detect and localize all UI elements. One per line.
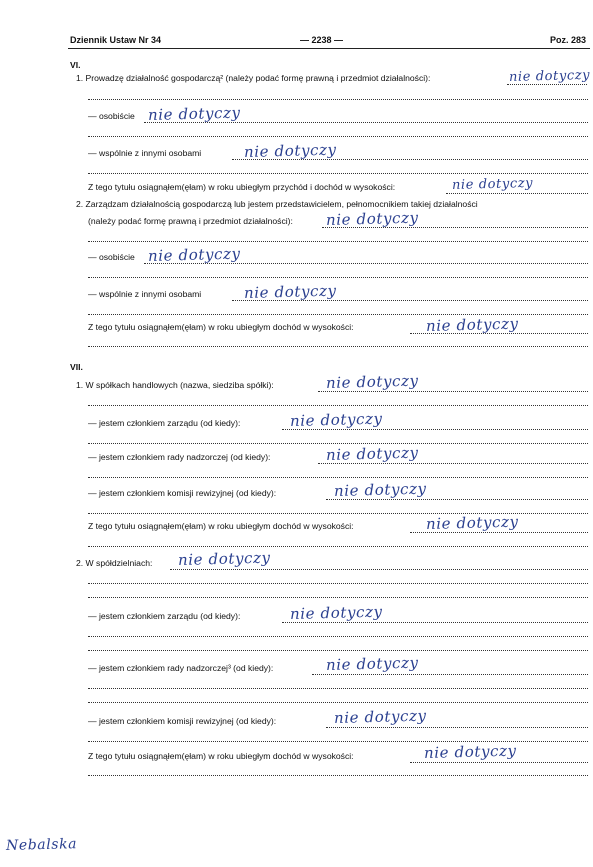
handwritten-answer: nie dotyczy	[425, 314, 519, 335]
section-vi-title: VI.	[70, 60, 81, 70]
answer-line	[312, 674, 588, 675]
handwritten-answer: nie dotyczy	[325, 653, 419, 674]
answer-line	[88, 546, 588, 547]
answer-line	[88, 583, 588, 584]
handwritten-answer: nie dotyczy	[147, 103, 241, 124]
vii-board2-label: — jestem członkiem zarządu (od kiedy):	[88, 611, 241, 621]
vii-q1-label: 1. W spółkach handlowych (nazwa, siedziba spółki):	[76, 380, 274, 390]
header-rule	[68, 48, 590, 49]
vii-supervisory-label: — jestem członkiem rady nadzorczej (od kiedy):	[88, 452, 271, 462]
answer-line	[88, 775, 588, 776]
vii-audit2-label: — jestem członkiem komisji rewizyjnej (od kiedy):	[88, 716, 277, 726]
handwritten-answer: nie dotyczy	[147, 244, 241, 265]
answer-line	[88, 443, 588, 444]
handwritten-answer: nie dotyczy	[425, 512, 519, 533]
answer-line	[88, 597, 588, 598]
answer-line	[282, 429, 588, 430]
answer-line	[88, 173, 588, 174]
answer-line	[88, 346, 588, 347]
handwritten-answer: nie dotyczy	[333, 479, 427, 500]
answer-line	[282, 622, 588, 623]
answer-line	[88, 650, 588, 651]
vi-q2-joint-label: — wspólnie z innymi osobami	[88, 289, 202, 299]
vii-q2-label: 2. W spółdzielniach:	[76, 558, 153, 568]
vi-q1-label: 1. Prowadzę działalność gospodarczą² (należy podać formę prawną i przedmiot działalności):	[76, 73, 431, 83]
handwritten-answer: nie dotyczy	[243, 140, 337, 161]
answer-line	[88, 136, 588, 137]
handwritten-answer: nie dotyczy	[325, 371, 419, 392]
section-vii-title: VII.	[70, 362, 83, 372]
handwritten-answer: nie dotyczy	[423, 741, 517, 762]
vi-q2-label-2: (należy podać formę prawną i przedmiot działalności):	[88, 216, 293, 226]
vii-supervisory2-label: — jestem członkiem rady nadzorczej³ (od kiedy):	[88, 663, 274, 673]
vi-q2-personal-label: — osobiście	[88, 252, 135, 262]
answer-line	[88, 477, 588, 478]
vi-q1-personal-label: — osobiście	[88, 111, 135, 121]
handwritten-answer: nie dotyczy	[289, 602, 383, 623]
vii-income2-label: Z tego tytułu osiągnąłem(ęłam) w roku ubiegłym dochód w wysokości:	[88, 751, 354, 761]
answer-line	[88, 277, 588, 278]
vii-income1-label: Z tego tytułu osiągnąłem(ęłam) w roku ubiegłym dochód w wysokości:	[88, 521, 354, 531]
answer-line	[88, 636, 588, 637]
handwritten-answer: nie dotyczy	[325, 443, 419, 464]
answer-line	[88, 702, 588, 703]
handwritten-answer: nie dotyczy	[243, 281, 337, 302]
page-number: — 2238 —	[300, 35, 344, 45]
vi-q1-joint-label: — wspólnie z innymi osobami	[88, 148, 202, 158]
vii-audit-label: — jestem członkiem komisji rewizyjnej (od kiedy):	[88, 488, 277, 498]
journal-title: Dziennik Ustaw Nr 34	[70, 35, 162, 45]
vi-q1-income-label: Z tego tytułu osiągnąłem(ęłam) w roku ubiegłym przychód i dochód w wysokości:	[88, 182, 396, 192]
vi-q2-income-label: Z tego tytułu osiągnąłem(ęłam) w roku ubiegłym dochód w wysokości:	[88, 322, 354, 332]
handwritten-answer: nie dotyczy	[177, 548, 271, 569]
position-number: Poz. 283	[550, 35, 587, 45]
handwritten-answer: nie dotyczy	[451, 175, 534, 193]
answer-line	[170, 569, 588, 570]
handwritten-answer: nie dotyczy	[325, 208, 419, 229]
answer-line	[410, 762, 588, 763]
answer-line	[88, 405, 588, 406]
handwritten-answer: nie dotyczy	[508, 67, 591, 85]
signature: Nebalska	[5, 836, 78, 854]
answer-line	[88, 688, 588, 689]
answer-line	[88, 99, 588, 100]
answer-line	[446, 193, 588, 194]
answer-line	[326, 727, 588, 728]
handwritten-answer: nie dotyczy	[333, 706, 427, 727]
vii-board-label: — jestem członkiem zarządu (od kiedy):	[88, 418, 241, 428]
handwritten-answer: nie dotyczy	[289, 409, 383, 430]
vi-q2-label-1: 2. Zarządzam działalnością gospodarczą lub jestem przedstawicielem, pełnomocnikiem takiej działalności	[76, 199, 478, 209]
answer-line	[88, 241, 588, 242]
